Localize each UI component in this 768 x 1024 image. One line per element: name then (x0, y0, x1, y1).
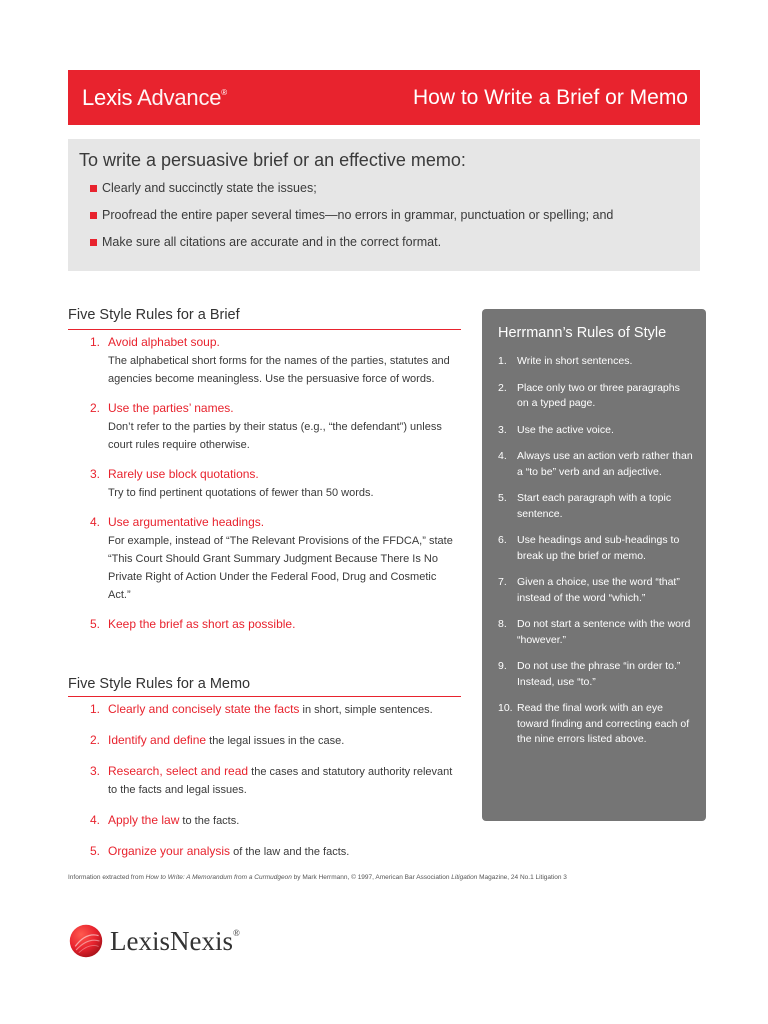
rule-number: 5. (90, 617, 101, 631)
rule-heading: Keep the brief as short as possible. (108, 617, 296, 631)
sidebar-rules-list (498, 354, 694, 748)
sidebar-rule-number: 5. (498, 492, 507, 504)
intro-bullet (90, 235, 690, 262)
brief-rule-item (90, 399, 460, 454)
sidebar-rule-item (498, 449, 694, 480)
red-square-bullet-icon (90, 239, 97, 246)
sidebar-rule-text: Use headings and sub-headings to break up the brief or memo. (517, 534, 680, 562)
brief-rule-item (90, 465, 460, 502)
brief-rule-item (90, 513, 460, 604)
sidebar-rule-text: Always use an action verb rather than a “to be” verb and an adjective. (517, 450, 693, 478)
footnote-middle: by Mark Herrmann, © 1997, American Bar Association (291, 874, 452, 881)
rule-body: the legal issues in the case. (206, 735, 345, 747)
rule-number: 1. (90, 702, 101, 716)
sidebar-rule-text: Write in short sentences. (517, 355, 633, 367)
rule-number: 4. (90, 813, 101, 827)
rule-body: Try to find pertinent quotations of fewer than 50 words. (108, 487, 374, 499)
memo-rule-item (90, 731, 460, 750)
sidebar-rule-text: Do not use the phrase “in order to.” Instead, use “to.” (517, 660, 681, 688)
sidebar-rule-text: Read the final work with an eye toward finding and correcting each of the nine errors listed above. (517, 702, 690, 745)
logo-name: LexisNexis (110, 925, 233, 956)
memo-section-divider (68, 696, 461, 697)
sidebar-rule-number: 7. (498, 576, 507, 588)
intro-bullet-text: Clearly and succinctly state the issues; (102, 181, 317, 195)
header-banner (68, 70, 700, 125)
rule-body: of the law and the facts. (230, 846, 350, 858)
sidebar-rule-item (498, 491, 694, 522)
intro-heading: To write a persuasive brief or an effective memo: (79, 150, 466, 170)
rule-body: in short, simple sentences. (299, 704, 433, 716)
rule-body: The alphabetical short forms for the names of the parties, statutes and agencies become meaningless. Use the persuasive force of words. (108, 355, 450, 385)
footnote-article-title: How to Write: A Memorandum from a Curmudgeon (145, 874, 292, 881)
logo-registered-mark: ® (232, 927, 240, 938)
brand-registered-mark: ® (221, 88, 227, 97)
sidebar-rule-text: Use the active voice. (517, 423, 614, 436)
sidebar-rule-item (498, 659, 694, 690)
rule-body: the cases and statutory authority relevant to the facts and legal issues. (108, 766, 453, 796)
sidebar-rule-number: 8. (498, 618, 507, 630)
sidebar-title: Herrmann’s Rules of Style (498, 325, 667, 341)
rule-number: 4. (90, 515, 101, 529)
sidebar-rule-text: Start each paragraph with a topic sentence. (517, 492, 672, 520)
rule-heading: Use the parties’ names. (108, 401, 234, 415)
footnote-magazine: Litigation (451, 874, 478, 881)
rule-number: 2. (90, 733, 101, 747)
rule-heading: Clearly and concisely state the facts (108, 702, 300, 716)
brief-rule-item (90, 333, 460, 388)
brief-rules-list (90, 333, 460, 634)
footnote-suffix: Magazine, 24 No.1 Litigation 3 (477, 874, 567, 881)
brief-rule-item (90, 615, 460, 634)
rule-number: 3. (90, 467, 101, 481)
rule-body: Don’t refer to the parties by their status (e.g., “the defendant”) unless court rules require otherwise. (108, 421, 442, 451)
sidebar-rule-item (498, 701, 694, 748)
sidebar-rule-number: 3. (498, 423, 507, 436)
sidebar-rule-number: 2. (498, 381, 507, 394)
lexisnexis-wordmark (110, 926, 240, 957)
rule-heading: Identify and define (108, 733, 207, 747)
memo-rules-list (90, 700, 460, 861)
footnote-prefix: Information extracted from (68, 874, 146, 881)
intro-bullet (90, 208, 690, 235)
lexisnexis-globe-icon (68, 923, 104, 959)
sidebar-rule-number: 9. (498, 660, 507, 672)
sidebar-rule-item (498, 423, 694, 439)
memo-section-title: Five Style Rules for a Memo (68, 676, 251, 692)
sidebar-rule-item (498, 617, 694, 648)
rule-heading: Apply the law (108, 813, 180, 827)
sidebar-rule-text: Do not start a sentence with the word “however.” (517, 618, 691, 646)
sidebar-rule-item (498, 354, 694, 370)
sidebar-rule-item (498, 575, 694, 606)
rule-heading: Research, select and read (108, 764, 249, 778)
brand-light: Advance (137, 85, 222, 110)
intro-box (68, 139, 700, 271)
intro-bullet-list (90, 181, 690, 262)
rule-number: 2. (90, 401, 101, 415)
rule-number: 3. (90, 764, 101, 778)
rule-number: 1. (90, 335, 101, 349)
herrmann-rules-sidebar (482, 309, 706, 821)
memo-rule-item (90, 811, 460, 830)
intro-bullet-text: Make sure all citations are accurate and in the correct format. (102, 235, 442, 249)
red-square-bullet-icon (90, 185, 97, 192)
brief-section-divider (68, 329, 461, 330)
document-title: How to Write a Brief or Memo (412, 86, 688, 109)
rule-heading: Avoid alphabet soup. (108, 335, 220, 349)
source-footnote (68, 874, 567, 881)
red-square-bullet-icon (90, 212, 97, 219)
rule-body: For example, instead of “The Relevant Provisions of the FFDCA,” state “This Court Should Grant Summary Judgment Because There Is No Private Right of Action Under the Federal Food, Drug and Cosmetic Act.” (108, 535, 453, 601)
sidebar-rule-text: Given a choice, use the word “that” instead of the word “which.” (517, 576, 680, 604)
intro-bullet-text: Proofread the entire paper several times—no errors in grammar, punctuation or spelling; and (102, 208, 614, 222)
sidebar-rule-number: 6. (498, 534, 507, 546)
brand-lexis-advance (82, 85, 227, 111)
memo-rule-item (90, 762, 460, 799)
sidebar-rule-item (498, 381, 694, 412)
memo-rule-item (90, 842, 460, 861)
rule-body: to the facts. (179, 815, 240, 827)
lexisnexis-logo (68, 922, 240, 960)
sidebar-rule-number: 1. (498, 355, 507, 367)
memo-rule-item (90, 700, 460, 719)
sidebar-rule-number: 4. (498, 450, 507, 462)
brief-section-title: Five Style Rules for a Brief (68, 307, 240, 323)
sidebar-rule-number: 10. (498, 702, 513, 714)
rule-heading: Use argumentative headings. (108, 515, 265, 529)
rule-heading: Rarely use block quotations. (108, 467, 259, 481)
brand-main: Lexis (82, 85, 133, 110)
intro-bullet (90, 181, 690, 208)
sidebar-rule-text: Place only two or three paragraphs on a typed page. (517, 381, 680, 409)
rule-number: 5. (90, 844, 101, 858)
rule-heading: Organize your analysis (108, 844, 231, 858)
sidebar-rule-item (498, 533, 694, 564)
